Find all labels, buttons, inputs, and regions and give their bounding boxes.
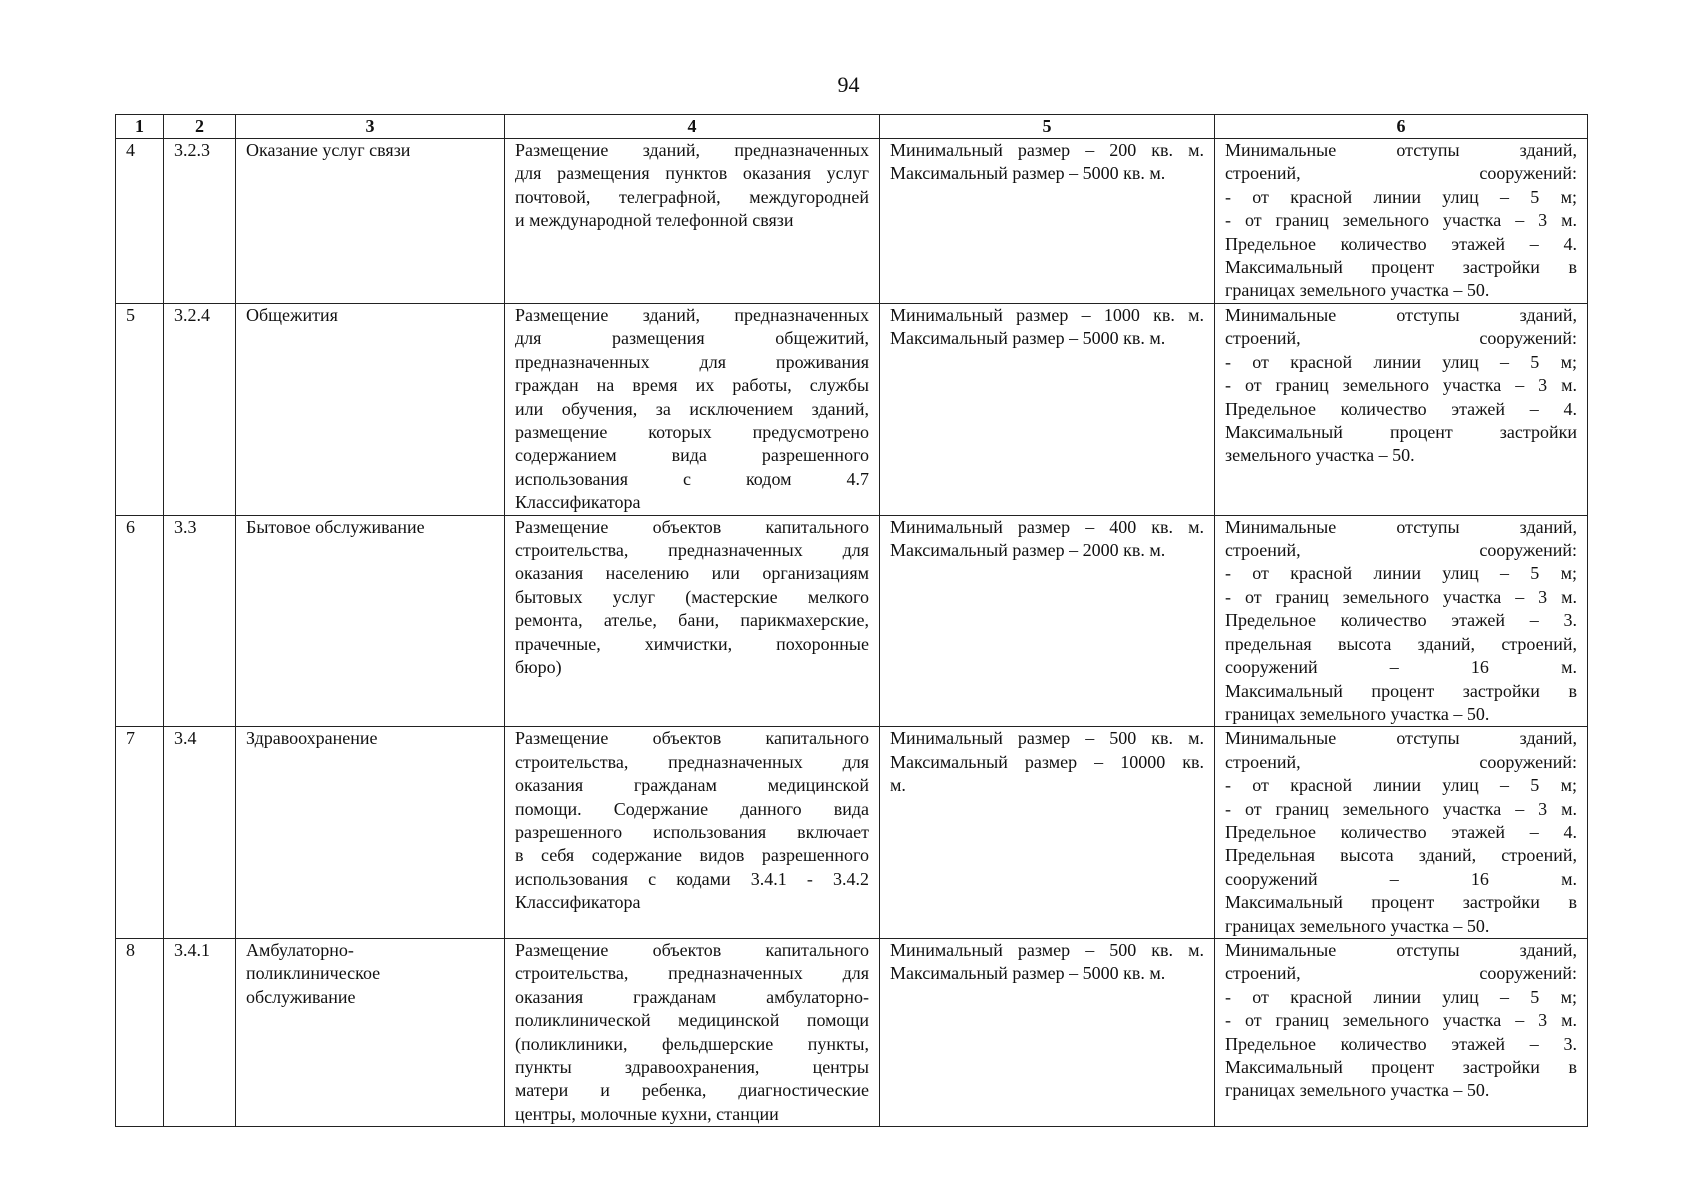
description-cell-line: центры, молочные кухни, станции — [515, 1103, 779, 1124]
description-cell-line: для размещения пунктов оказания услуг — [515, 163, 869, 184]
header-col-1: 1 — [116, 115, 164, 139]
building-params-cell-line: - от красной линии улиц – 5 м; — [1225, 186, 1577, 207]
row-number-cell: 4 — [116, 139, 164, 304]
plot-size-cell-line: Минимальный размер – 200 кв. м. — [890, 140, 1204, 160]
plot-size-cell-line: Максимальный размер – 10000 кв. — [890, 751, 1204, 772]
row-number-cell: 8 — [116, 938, 164, 1126]
description-cell-line: почтовой, телеграфной, междугородней — [515, 186, 869, 207]
building-params-cell-line: - от красной линии улиц – 5 м; — [1225, 986, 1577, 1007]
description-cell-line: строительства, предназначенных для — [515, 751, 869, 772]
use-name-cell-line: Оказание услуг связи — [246, 140, 411, 160]
building-params-cell — [1215, 938, 1588, 1126]
description-cell-line: бюро) — [515, 657, 562, 678]
description-cell-line: в себя содержание видов разрешенного — [515, 845, 869, 866]
description-cell — [505, 938, 880, 1126]
plot-size-cell-line: Минимальный размер – 400 кв. м. — [890, 516, 1204, 537]
building-params-cell-line: Предельное количество этажей – 3. — [1225, 1033, 1577, 1054]
building-params-cell — [1215, 727, 1588, 939]
building-params-cell-line: земельного участка – 50. — [1225, 445, 1415, 466]
building-params-cell-line: Максимальный процент застройки в — [1225, 680, 1577, 701]
description-cell-line: и международной телефонной связи — [515, 210, 794, 231]
building-params-cell-line: Предельное количество этажей – 3. — [1225, 610, 1577, 631]
building-params-cell-line: границах земельного участка – 50. — [1225, 915, 1490, 936]
table-row — [116, 727, 1588, 939]
plot-size-cell-line: Максимальный размер – 5000 кв. м. — [890, 963, 1166, 984]
building-params-cell-line: Минимальные отступы зданий, — [1225, 305, 1577, 325]
building-params-cell-line: Предельная высота зданий, строений, — [1225, 845, 1577, 866]
building-params-cell-line: строений, сооружений: — [1225, 540, 1577, 561]
plot-size-cell — [880, 304, 1215, 516]
code-cell: 3.2.3 — [164, 139, 236, 304]
description-cell-line: граждан на время их работы, службы — [515, 375, 869, 396]
building-params-cell-line: Минимальные отступы зданий, — [1225, 140, 1577, 160]
building-params-cell-line: строений, сооружений: — [1225, 163, 1577, 184]
code-cell: 3.4 — [164, 727, 236, 939]
description-cell — [505, 139, 880, 304]
plot-size-cell — [880, 727, 1215, 939]
row-number-cell: 6 — [116, 515, 164, 727]
description-cell-line: содержанием вида разрешенного — [515, 445, 869, 466]
description-cell-line: или обучения, за исключением зданий, — [515, 398, 869, 419]
building-params-cell-line: Предельное количество этажей – 4. — [1225, 398, 1577, 419]
description-cell-line: бытовых услуг (мастерские мелкого — [515, 586, 869, 607]
building-params-cell-line: Предельное количество этажей – 4. — [1225, 233, 1577, 254]
plot-size-cell — [880, 515, 1215, 727]
description-cell-line: Размещение зданий, предназначенных — [515, 140, 869, 160]
table-row — [116, 515, 1588, 727]
description-cell-line: Размещение зданий, предназначенных — [515, 305, 869, 325]
use-name-cell — [236, 304, 505, 516]
description-cell-line: оказания гражданам амбулаторно- — [515, 986, 869, 1007]
row-number-cell: 5 — [116, 304, 164, 516]
building-params-cell-line: - от границ земельного участка – 3 м. — [1225, 210, 1577, 231]
description-cell — [505, 304, 880, 516]
use-name-cell-line: Амбулаторно- — [246, 939, 354, 960]
building-params-cell-line: Максимальный процент застройки в — [1225, 257, 1577, 278]
description-cell-line: использования с кодами 3.4.1 - 3.4.2 — [515, 868, 869, 889]
description-cell — [505, 727, 880, 939]
description-cell-line: размещение которых предусмотрено — [515, 422, 869, 443]
building-params-cell-line: Минимальные отступы зданий, — [1225, 939, 1577, 960]
use-name-cell — [236, 515, 505, 727]
description-cell-line: Классификатора — [515, 892, 641, 913]
building-params-cell-line: строений, сооружений: — [1225, 963, 1577, 984]
description-cell-line: строительства, предназначенных для — [515, 540, 869, 561]
use-name-cell — [236, 938, 505, 1126]
use-name-cell — [236, 139, 505, 304]
description-cell-line: Размещение объектов капитального — [515, 516, 869, 537]
building-params-cell-line: - от границ земельного участка – 3 м. — [1225, 586, 1577, 607]
header-col-5: 5 — [880, 115, 1215, 139]
header-col-3: 3 — [236, 115, 505, 139]
header-col-2: 2 — [164, 115, 236, 139]
description-cell-line: для размещения общежитий, — [515, 328, 869, 349]
building-params-cell-line: Максимальный процент застройки в — [1225, 1057, 1577, 1077]
description-cell-line: Размещение объектов капитального — [515, 939, 869, 960]
plot-size-cell-line: Максимальный размер – 5000 кв. м. — [890, 163, 1166, 184]
description-cell-line: предназначенных для проживания — [515, 351, 869, 372]
description-cell-line: помощи. Содержание данного вида — [515, 798, 869, 819]
table-header-row — [116, 115, 1588, 139]
plot-size-cell-line: Максимальный размер – 5000 кв. м. — [890, 328, 1166, 349]
description-cell-line: пункты здравоохранения, центры — [515, 1057, 869, 1077]
building-params-cell — [1215, 304, 1588, 516]
row-number-cell: 7 — [116, 727, 164, 939]
plot-size-cell-line: Максимальный размер – 2000 кв. м. — [890, 540, 1166, 561]
building-params-cell-line: сооружений – 16 м. — [1225, 657, 1577, 678]
use-name-cell-line: Общежития — [246, 305, 338, 325]
description-cell-line: оказания гражданам медицинской — [515, 775, 869, 796]
building-params-cell-line: предельная высота зданий, строений, — [1225, 633, 1577, 654]
description-cell-line: Размещение объектов капитального — [515, 728, 869, 749]
plot-size-cell-line: м. — [890, 775, 906, 796]
header-col-6: 6 — [1215, 115, 1588, 139]
table-row — [116, 139, 1588, 304]
land-use-table — [115, 114, 1588, 1127]
page-number: 94 — [837, 72, 860, 97]
building-params-cell-line: - от красной линии улиц – 5 м; — [1225, 351, 1577, 372]
building-params-cell-line: Предельное количество этажей – 4. — [1225, 821, 1577, 842]
description-cell-line: (поликлиники, фельдшерские пункты, — [515, 1033, 869, 1054]
description-cell-line: оказания населению или организациям — [515, 563, 869, 584]
plot-size-cell — [880, 139, 1215, 304]
building-params-cell-line: строений, сооружений: — [1225, 751, 1577, 772]
description-cell-line: использования с кодом 4.7 — [515, 468, 869, 489]
building-params-cell-line: - от красной линии улиц – 5 м; — [1225, 775, 1577, 796]
description-cell-line: матери и ребенка, диагностические — [515, 1080, 869, 1101]
description-cell-line: строительства, предназначенных для — [515, 963, 869, 984]
table-row — [116, 938, 1588, 1126]
use-name-cell-line: поликлиническое — [246, 963, 381, 984]
description-cell-line: Классификатора — [515, 492, 641, 513]
building-params-cell-line: границах земельного участка – 50. — [1225, 703, 1490, 724]
plot-size-cell-line: Минимальный размер – 500 кв. м. — [890, 939, 1204, 960]
code-cell: 3.4.1 — [164, 938, 236, 1126]
building-params-cell-line: - от границ земельного участка – 3 м. — [1225, 375, 1577, 396]
building-params-cell-line: границах земельного участка – 50. — [1225, 280, 1490, 301]
plot-size-cell — [880, 938, 1215, 1126]
header-col-4: 4 — [505, 115, 880, 139]
table-row — [116, 304, 1588, 516]
use-name-cell-line: Бытовое обслуживание — [246, 516, 425, 537]
use-name-cell — [236, 727, 505, 939]
use-name-cell-line: обслуживание — [246, 986, 356, 1007]
building-params-cell-line: Максимальный процент застройки в — [1225, 892, 1577, 913]
description-cell-line: разрешенного использования включает — [515, 821, 869, 842]
description-cell-line: ремонта, ателье, бани, парикмахерские, — [515, 610, 869, 631]
description-cell-line: прачечные, химчистки, похоронные — [515, 633, 869, 654]
building-params-cell — [1215, 139, 1588, 304]
building-params-cell-line: Максимальный процент застройки — [1225, 422, 1577, 443]
building-params-cell-line: Минимальные отступы зданий, — [1225, 728, 1577, 749]
building-params-cell-line: - от красной линии улиц – 5 м; — [1225, 563, 1577, 584]
building-params-cell-line: границах земельного участка – 50. — [1225, 1080, 1490, 1101]
building-params-cell-line: - от границ земельного участка – 3 м. — [1225, 798, 1577, 819]
description-cell-line: поликлинической медицинской помощи — [515, 1010, 869, 1031]
use-name-cell-line: Здравоохранение — [246, 728, 378, 749]
building-params-cell-line: - от границ земельного участка – 3 м. — [1225, 1010, 1577, 1031]
plot-size-cell-line: Минимальный размер – 1000 кв. м. — [890, 305, 1204, 325]
building-params-cell-line: строений, сооружений: — [1225, 328, 1577, 349]
table-body — [116, 139, 1588, 1127]
building-params-cell-line: сооружений – 16 м. — [1225, 868, 1577, 889]
description-cell — [505, 515, 880, 727]
code-cell: 3.2.4 — [164, 304, 236, 516]
building-params-cell-line: Минимальные отступы зданий, — [1225, 516, 1577, 537]
plot-size-cell-line: Минимальный размер – 500 кв. м. — [890, 728, 1204, 749]
code-cell: 3.3 — [164, 515, 236, 727]
building-params-cell — [1215, 515, 1588, 727]
